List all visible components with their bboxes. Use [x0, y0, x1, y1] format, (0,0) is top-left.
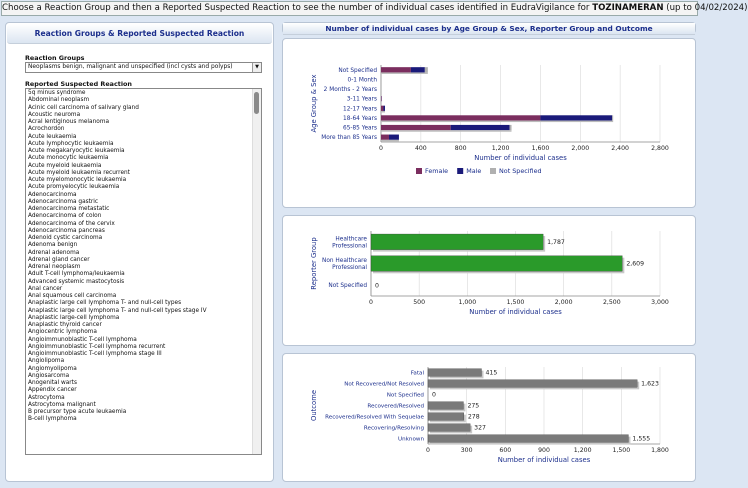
bar-segment — [381, 115, 540, 120]
header-bar — [1, 1, 748, 16]
reaction-list-item[interactable]: Adenocarcinoma gastric — [28, 198, 99, 205]
legend-swatch — [416, 168, 422, 174]
bar-segment — [612, 115, 613, 120]
value-label: 0 — [432, 391, 436, 399]
reaction-list-item[interactable]: Adrenal gland cancer — [28, 256, 90, 263]
scrollbar-thumb[interactable] — [254, 92, 259, 114]
header-product: TOZINAMERAN — [592, 3, 664, 13]
x-tick-label: 400 — [414, 145, 427, 152]
x-tick-label: 0 — [426, 447, 430, 454]
reaction-list-item[interactable]: Astrocytoma — [28, 394, 65, 401]
bar — [428, 413, 464, 421]
reaction-list-item[interactable]: 5q minus syndrome — [28, 90, 86, 96]
reporter-chart-panel — [282, 215, 696, 346]
reaction-panel-title: Reaction Groups & Reported Suspected Reaction — [7, 24, 272, 44]
legend-label: Not Specified — [499, 167, 542, 175]
legend-swatch — [490, 168, 496, 174]
bar-segment — [510, 125, 512, 130]
x-tick-label: 1,500 — [506, 299, 525, 306]
x-tick-label: 1,000 — [458, 299, 477, 306]
reaction-list-item[interactable]: Angiosarcoma — [28, 372, 70, 379]
category-label: 12-17 Years — [343, 106, 377, 113]
category-label: Not Specified — [338, 67, 377, 74]
reaction-list-item[interactable]: Anogenital warts — [28, 380, 77, 386]
bar-shadow — [381, 140, 399, 142]
category-label: 2 Months - 2 Years — [323, 87, 377, 94]
legend-label: Female — [425, 167, 449, 175]
x-tick-label: 2,800 — [651, 145, 669, 152]
x-tick-label: 0 — [379, 145, 383, 152]
reaction-list-item[interactable]: Acute leukaemia — [28, 133, 77, 140]
reaction-groups-label: Reaction Groups — [25, 54, 85, 62]
x-tick-label: 2,500 — [602, 299, 621, 306]
value-label: 415 — [485, 369, 498, 377]
value-label: 278 — [467, 413, 480, 421]
reaction-list-item[interactable]: Anaplastic large-cell lymphoma — [28, 314, 120, 321]
reaction-list-item[interactable]: Appendix cancer — [28, 387, 77, 394]
bar — [428, 424, 470, 432]
reporter-chart — [283, 216, 697, 347]
x-tick-label: 900 — [538, 447, 550, 454]
reaction-list-item[interactable]: Angiomyolipoma — [28, 365, 77, 372]
outcome-chart — [283, 354, 697, 483]
value-label: 2,609 — [626, 260, 645, 268]
value-label: 1,787 — [547, 239, 565, 247]
bar — [428, 369, 481, 377]
category-label: Professional — [332, 264, 367, 271]
bar — [371, 256, 622, 272]
bar-segment — [540, 115, 612, 120]
x-tick-label: 1,200 — [491, 145, 510, 152]
reaction-list-item[interactable]: Adrenal adenoma — [28, 249, 80, 256]
x-tick-label: 2,000 — [554, 299, 573, 306]
x-axis-title: Number of individual cases — [469, 308, 562, 316]
reaction-group-value: Neoplasms benign, malignant and unspecified (incl cysts and polyps) — [28, 64, 233, 70]
x-tick-label: 1,200 — [573, 447, 592, 454]
reaction-list-item[interactable]: Acrochordon — [28, 126, 65, 133]
x-tick-label: 1,500 — [612, 447, 631, 454]
category-label: 65-85 Years — [343, 125, 377, 132]
header-date: (up to 04/02/2024) — [663, 3, 748, 13]
reaction-list-item[interactable]: Acute monocytic leukaemia — [28, 155, 109, 162]
x-tick-label: 1,800 — [651, 447, 669, 454]
y-axis-title: Outcome — [310, 389, 318, 422]
x-tick-label: 300 — [460, 447, 473, 454]
y-axis-title: Reporter Group — [310, 237, 318, 290]
category-label: Recovering/Resolving — [363, 425, 424, 432]
value-label: 275 — [467, 402, 480, 410]
bar-shadow — [381, 72, 428, 74]
bar-segment — [451, 125, 510, 130]
reaction-listbox[interactable] — [25, 88, 262, 455]
category-label: 18-64 Years — [343, 115, 377, 122]
x-tick-label: 3,000 — [651, 299, 669, 306]
outcome-chart-panel — [282, 353, 696, 482]
reaction-list-item[interactable]: Acute myeloid leukaemia recurrent — [28, 169, 130, 176]
y-axis-title: Age Group & Sex — [310, 74, 318, 133]
bar — [428, 380, 637, 388]
reaction-list-item[interactable]: Abdominal neoplasm — [28, 97, 90, 104]
bar — [428, 402, 463, 410]
reaction-list-item[interactable]: Angioimmunoblastic T-cell lymphoma — [28, 336, 137, 343]
reaction-list-item[interactable]: Adenoid cystic carcinoma — [28, 235, 103, 241]
reaction-list — [28, 90, 250, 424]
reaction-list-item[interactable]: B precursor type acute leukaemia — [28, 409, 127, 415]
reaction-list-item[interactable]: Adenocarcinoma of colon — [28, 213, 102, 220]
bar-shadow — [381, 121, 613, 123]
reaction-list-item[interactable]: Adenocarcinoma of the cervix — [28, 220, 115, 227]
bar-shadow — [381, 101, 382, 103]
listbox-scrollbar[interactable] — [252, 89, 261, 454]
bar-shadow — [381, 130, 512, 132]
bar-segment — [389, 135, 399, 140]
category-label: 0-1 Month — [347, 77, 377, 84]
reaction-list-item[interactable]: Anaplastic large cell lymphoma T- and null-cell types stage IV — [28, 307, 207, 314]
category-label: More than 85 Years — [321, 135, 377, 142]
chevron-down-icon[interactable]: ▼ — [252, 63, 261, 72]
reaction-list-item[interactable]: Adenocarcinoma — [28, 191, 77, 198]
category-label: 3-11 Years — [346, 96, 377, 103]
bar-segment — [411, 67, 425, 72]
x-tick-label: 600 — [499, 447, 512, 454]
x-tick-label: 500 — [413, 299, 426, 306]
category-label: Unknown — [398, 436, 424, 443]
category-label: Not Recovered/Not Resolved — [344, 381, 424, 388]
x-axis-title: Number of individual cases — [474, 154, 567, 162]
x-tick-label: 0 — [369, 299, 373, 306]
category-label: Healthcare — [335, 236, 367, 243]
x-axis-title: Number of individual cases — [497, 456, 591, 464]
value-label: 1,555 — [632, 435, 651, 443]
reaction-list-item[interactable]: Angioimmunoblastic T-cell lymphoma stage III — [28, 351, 162, 357]
reaction-list-item[interactable]: Acinic cell carcinoma of salivary gland — [28, 104, 139, 111]
category-label: Not Specified — [328, 283, 367, 290]
bar — [371, 234, 543, 250]
reaction-list-item[interactable]: Acute myelomonocytic leukaemia — [28, 177, 127, 183]
x-tick-label: 1,600 — [531, 145, 550, 152]
legend-swatch — [457, 168, 463, 174]
value-label: 327 — [474, 424, 486, 432]
x-tick-label: 800 — [454, 145, 467, 152]
bar-segment — [381, 125, 451, 130]
age-sex-chart-panel — [282, 38, 696, 208]
reaction-list-item[interactable]: B-cell lymphoma — [28, 416, 77, 423]
category-label: Not Specified — [386, 392, 424, 399]
header-text: Choose a Reaction Group and then a Reported Suspected Reaction to see the number of individual cases identified in EudraVigilance for — [2, 3, 593, 13]
bar-shadow — [381, 111, 385, 113]
reaction-list-item[interactable]: Acral lentiginous melanoma — [28, 119, 110, 125]
reaction-list-item[interactable]: Anal squamous cell carcinoma — [28, 293, 117, 299]
bar-segment — [381, 67, 411, 72]
legend-label: Male — [466, 167, 482, 175]
reaction-list-item[interactable]: Advanced systemic mastocytosis — [28, 278, 125, 285]
charts-title-panel — [282, 22, 696, 34]
value-label: 1,623 — [641, 380, 659, 388]
age-sex-chart — [283, 39, 697, 209]
reaction-group-select[interactable] — [25, 62, 262, 73]
reaction-panel — [5, 22, 274, 482]
reaction-list-item[interactable]: Angiolipoma — [28, 358, 65, 365]
value-label: 0 — [375, 282, 379, 290]
reported-reaction-label: Reported Suspected Reaction — [25, 80, 132, 88]
reaction-list-item[interactable]: Adenoma benign — [28, 242, 78, 249]
reaction-list-item[interactable]: Adenocarcinoma metastatic — [28, 206, 110, 212]
category-label: Recovered/Resolved — [367, 403, 424, 410]
bar-segment — [381, 106, 383, 111]
reaction-list-item[interactable]: Astrocytoma malignant — [28, 401, 96, 408]
reaction-list-item[interactable]: Acute lymphocytic leukaemia — [28, 140, 114, 147]
category-label: Professional — [332, 243, 367, 250]
reaction-list-item[interactable]: Adult T-cell lymphoma/leukaemia — [28, 271, 125, 278]
reaction-list-item[interactable]: Anaplastic large cell lymphoma T- and null-cell types — [28, 300, 182, 307]
reaction-list-item[interactable]: Angiocentric lymphoma — [28, 329, 97, 336]
category-label: Non Healthcare — [322, 258, 367, 265]
bar-segment — [425, 67, 428, 72]
x-tick-label: 2,400 — [611, 145, 630, 152]
category-label: Recovered/Resolved With Sequelae — [325, 414, 424, 421]
reaction-list-item[interactable]: Angioimmunoblastic T-cell lymphoma recurrent — [28, 343, 166, 350]
reaction-list-item[interactable]: Acute myeloid leukaemia — [28, 162, 102, 169]
reaction-list-item[interactable]: Adenocarcinoma pancreas — [28, 227, 105, 234]
reaction-list-item[interactable]: Acute promyelocytic leukaemia — [28, 184, 120, 191]
reaction-list-item[interactable]: Adrenal neoplasm — [28, 264, 81, 270]
x-tick-label: 2,000 — [571, 145, 590, 152]
reaction-list-item[interactable]: Acute megakaryocytic leukaemia — [28, 148, 125, 154]
reaction-list-item[interactable]: Anal cancer — [28, 285, 63, 292]
reaction-list-item[interactable]: Anaplastic thyroid cancer — [28, 322, 102, 328]
reaction-list-item[interactable]: Acoustic neuroma — [28, 111, 81, 118]
bar-segment — [383, 106, 384, 111]
bar — [428, 435, 628, 443]
charts-title: Number of individual cases by Age Group & Sex, Reporter Group and Outcome — [283, 23, 695, 35]
category-label: Fatal — [410, 370, 424, 377]
bar-segment — [381, 135, 389, 140]
